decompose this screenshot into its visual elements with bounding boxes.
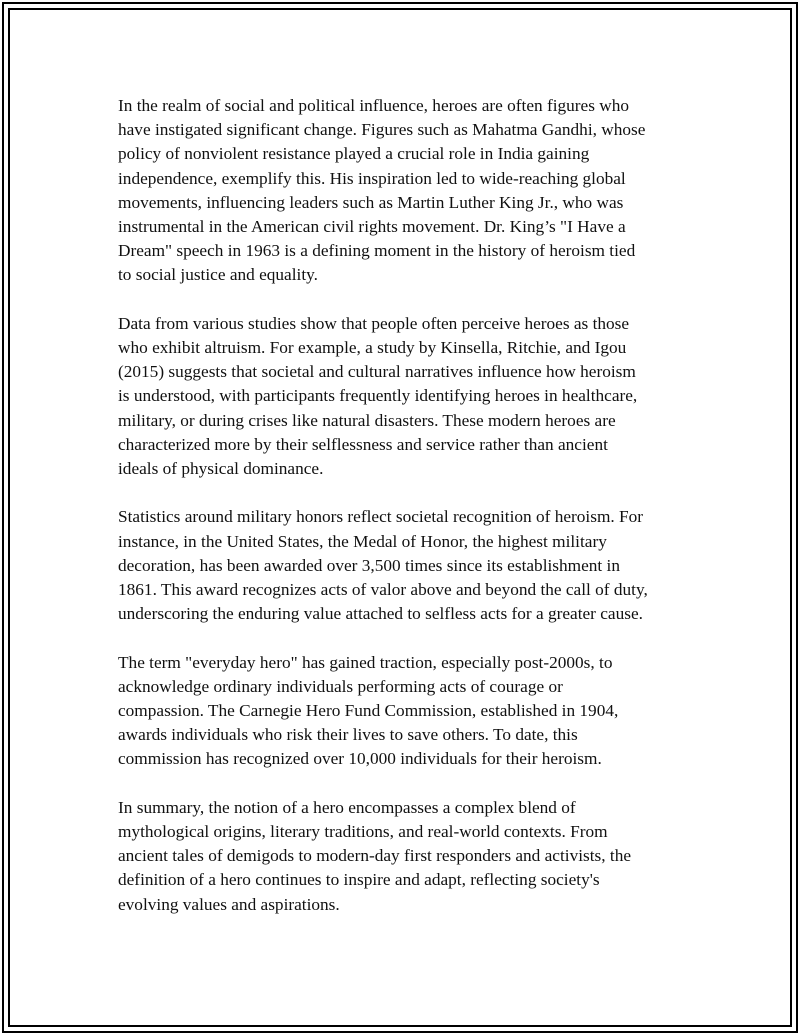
paragraph-line: policy of nonviolent resistance played a crucial role in India gaining	[118, 144, 590, 164]
paragraph-line: instrumental in the American civil rights movement. Dr. King’s "I Have a	[118, 217, 626, 237]
paragraph-line: In the realm of social and political influence, heroes are often figures who	[118, 96, 630, 115]
paragraph-line: is understood, with participants frequently identifying heroes in healthcare,	[118, 386, 638, 406]
paragraph-line: ideals of physical dominance.	[118, 459, 324, 479]
paragraph-line: Statistics around military honors reflect societal recognition of heroism. For	[118, 507, 644, 527]
paragraph-line: The term "everyday hero" has gained traction, especially post-2000s, to	[118, 652, 613, 672]
paragraph-line: Data from various studies show that people often perceive heroes as those	[118, 313, 630, 333]
document-body	[118, 94, 708, 941]
paragraph-line: compassion. The Carnegie Hero Fund Commission, established in 1904,	[118, 701, 619, 721]
paragraph-line: definition of a hero continues to inspire and adapt, reflecting society's	[118, 870, 600, 890]
paragraph-line: characterized more by their selflessness and service rather than ancient	[118, 434, 608, 454]
paragraph-line: independence, exemplify this. His inspiration led to wide-reaching global	[118, 168, 626, 188]
paragraph-line: (2015) suggests that societal and cultural narratives influence how heroism	[118, 362, 636, 382]
paragraph-line: movements, influencing leaders such as Martin Luther King Jr., who was	[118, 192, 624, 212]
document-paragraph	[118, 796, 708, 917]
paragraph-line: decoration, has been awarded over 3,500 times since its establishment in	[118, 555, 620, 575]
paragraph-line: underscoring the enduring value attached to selfless acts for a greater cause.	[118, 604, 643, 624]
paragraph-line: In summary, the notion of a hero encompasses a complex blend of	[118, 797, 576, 817]
paragraph-line: commission has recognized over 10,000 individuals for their heroism.	[118, 749, 602, 769]
paragraph-line: awards individuals who risk their lives to save others. To date, this	[118, 725, 578, 745]
paragraph-line: have instigated significant change. Figures such as Mahatma Gandhi, whose	[118, 120, 646, 140]
paragraph-line: to social justice and equality.	[118, 265, 318, 285]
paragraph-line: ancient tales of demigods to modern-day first responders and activists, the	[118, 846, 632, 866]
paragraph-line: instance, in the United States, the Medal of Honor, the highest military	[118, 531, 607, 551]
paragraph-line: mythological origins, literary traditions, and real-world contexts. From	[118, 822, 608, 842]
paragraph-line: 1861. This award recognizes acts of valor above and beyond the call of duty,	[118, 580, 648, 600]
paragraph-line: who exhibit altruism. For example, a study by Kinsella, Ritchie, and Igou	[118, 338, 627, 358]
document-paragraph	[118, 312, 708, 481]
document-paragraph	[118, 94, 708, 288]
document-paragraph	[118, 651, 708, 772]
document-paragraph	[118, 505, 708, 626]
paragraph-line: Dream" speech in 1963 is a defining moment in the history of heroism tied	[118, 241, 636, 261]
paragraph-line: military, or during crises like natural disasters. These modern heroes are	[118, 410, 616, 430]
paragraph-line: acknowledge ordinary individuals performing acts of courage or	[118, 676, 563, 696]
paragraph-line: evolving values and aspirations.	[118, 894, 340, 914]
